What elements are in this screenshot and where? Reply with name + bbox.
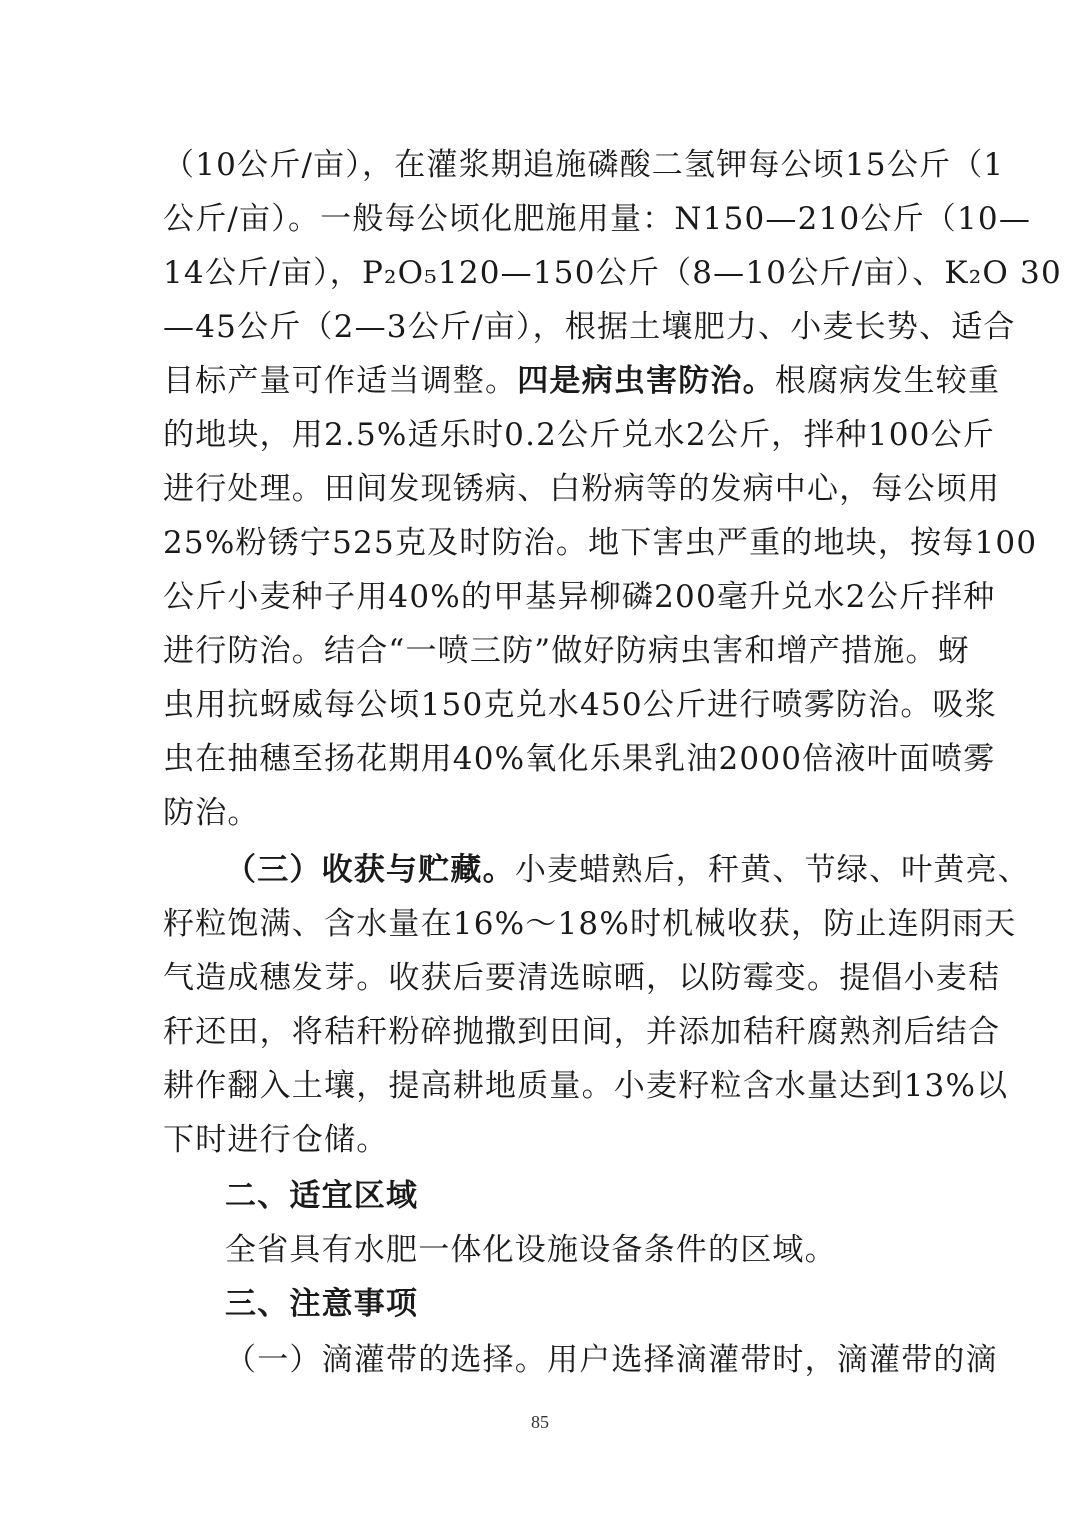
paragraph-line: 气造成穗发芽。收获后要清选晾晒，以防霉变。提倡小麦秸 [163, 960, 1001, 996]
page-number: 85 [531, 1412, 549, 1432]
section-heading-suitable-region: 二、适宜区域 [225, 1178, 419, 1214]
paragraph-line: 耕作翻入土壤，提高耕地质量。小麦籽粒含水量达到13%以 [163, 1068, 1009, 1104]
bold-heading-pest-control: 四是病虫害防治。 [517, 363, 775, 399]
text-run: 小麦蜡熟后，秆黄、节绿、叶黄亮、 [514, 852, 1031, 888]
paragraph-line: 公斤/亩）。一般每公顷化肥施用量：N150—210公斤（10— [163, 201, 1032, 237]
paragraph-line: 籽粒饱满、含水量在16%～18%时机械收获，防止连阴雨天 [163, 906, 1017, 942]
paragraph-line: 虫用抗蚜威每公顷150克兑水450公斤进行喷雾防治。吸浆 [163, 687, 997, 723]
paragraph-line: 全省具有水肥一体化设施设备条件的区域。 [225, 1232, 837, 1268]
paragraph-line: 25%粉锈宁525克及时防治。地下害虫严重的地块，按每100 [163, 525, 1038, 561]
paragraph-line: 秆还田，将秸秆粉碎抛撒到田间，并添加秸秆腐熟剂后结合 [163, 1014, 1001, 1050]
paragraph-line: 的地块，用2.5%适乐时0.2公斤兑水2公斤，拌种100公斤 [163, 417, 995, 453]
paragraph-line [163, 361, 1001, 401]
paragraph-line: 防治。 [163, 795, 260, 831]
paragraph-line: 进行防治。结合“一喷三防”做好防病虫害和增产措施。蚜 [163, 633, 970, 669]
paragraph-line: （一）滴灌带的选择。用户选择滴灌带时，滴灌带的滴 [225, 1342, 998, 1378]
paragraph-line [225, 850, 1031, 890]
paragraph-line: 公斤小麦种子用40%的甲基异柳磷200毫升兑水2公斤拌种 [163, 579, 996, 615]
paragraph-line: 虫在抽穗至扬花期用40%氧化乐果乳油2000倍液叶面喷雾 [163, 741, 996, 777]
bold-heading-harvest-storage: （三）收获与贮藏。 [225, 852, 515, 888]
paragraph-line: 下时进行仓储。 [163, 1122, 389, 1158]
text-run: 目标产量可作适当调整。 [163, 363, 518, 399]
text-run: 根腐病发生较重 [774, 363, 1001, 399]
paragraph-line: （10公斤/亩），在灌浆期追施磷酸二氢钾每公顷15公斤（1 [163, 147, 1005, 183]
paragraph-line: —45公斤（2—3公斤/亩），根据土壤肥力、小麦长势、适合 [163, 309, 1016, 345]
section-heading-precautions: 三、注意事项 [225, 1286, 419, 1322]
paragraph-line: 14公斤/亩），P₂O₅120—150公斤（8—10公斤/亩）、K₂O 30 [163, 255, 1062, 291]
paragraph-line: 进行处理。田间发现锈病、白粉病等的发病中心，每公顷用 [163, 471, 1001, 507]
